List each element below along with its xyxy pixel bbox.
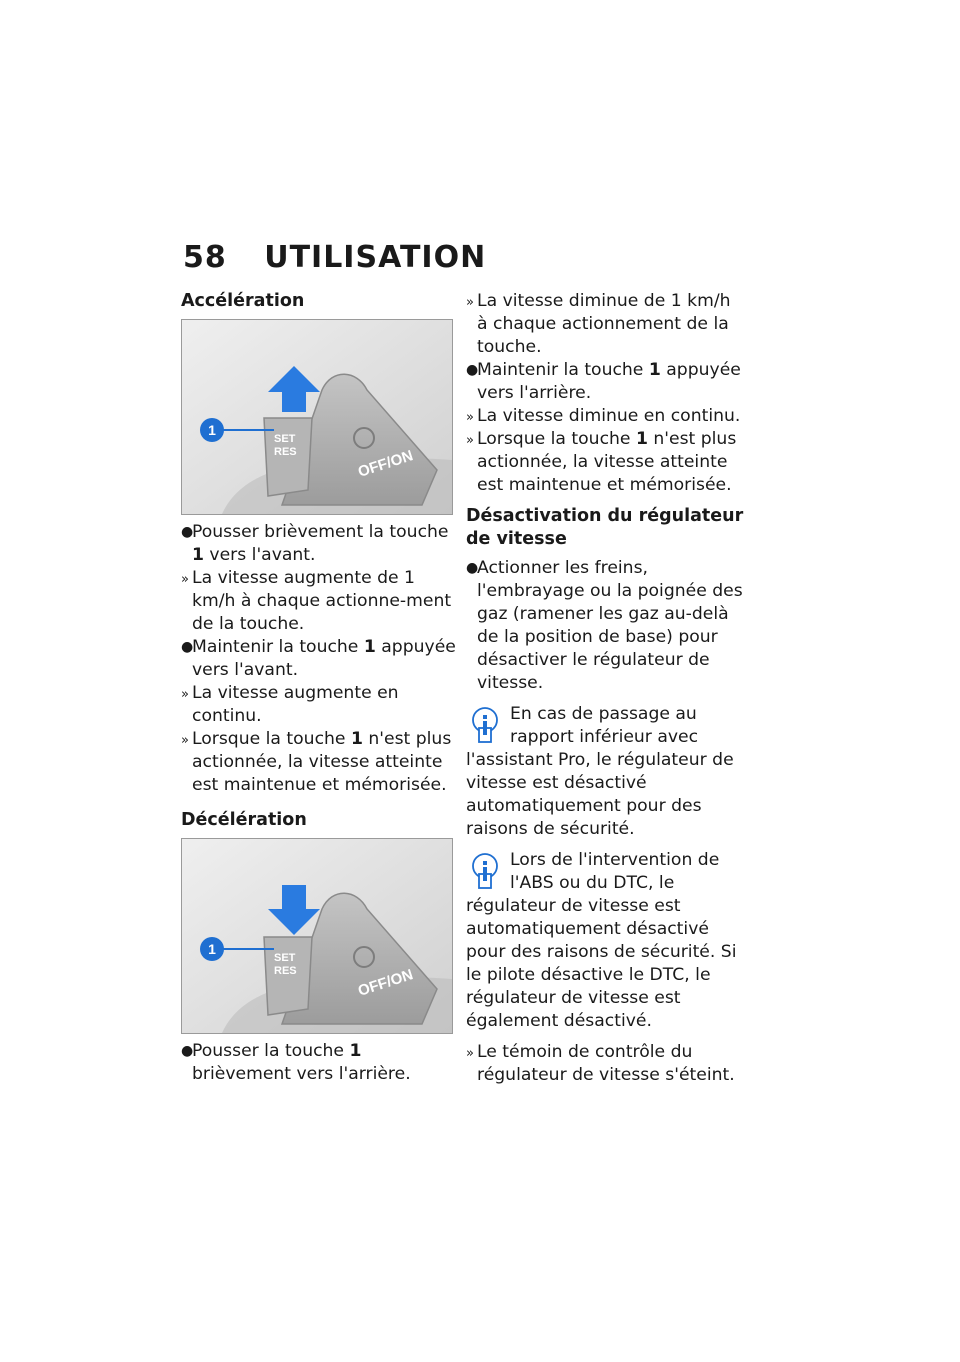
offon-button-label: OFF/ON [355, 447, 416, 481]
list-item: » Le témoin de contrôle du régulateur de vitesse s'éteint. [466, 1042, 735, 1085]
list-item: ● Maintenir la touche 1 appuyée vers l'avant. [181, 637, 456, 680]
accel-heading: Accélération [181, 291, 305, 311]
page-number: 58 [183, 240, 227, 275]
set-key-label: SET [274, 952, 296, 964]
list-item: ● Maintenir la touche 1 appuyée vers l'arrière. [466, 360, 741, 403]
res-key-label: RES [274, 965, 297, 977]
callout-1: 1 [208, 941, 216, 957]
list-item: » La vitesse augmente de 1 km/h à chaque actionne-ment de la touche. [181, 568, 452, 634]
deactivation-heading: Désactivation du régulateur de vitesse [466, 506, 744, 549]
decel-list [181, 1040, 456, 1086]
list-item: » La vitesse diminue en continu. [466, 406, 741, 426]
list-item: ● Pousser la touche 1 brièvement vers l'arrière. [181, 1041, 411, 1084]
list-item: ● Pousser brièvement la touche 1 vers l'avant. [181, 522, 449, 565]
set-key-label: SET [274, 433, 296, 445]
list-item: » Lorsque la touche 1 n'est plus actionnée, la vitesse atteinte est maintenue et mémorisée. [466, 429, 737, 495]
info-note-2: Lors de l'intervention de l'ABS ou du DTC, le régulateur de vitesse est automatiquement désactivé pour des raisons de sécurité. Si le pilote désactive le DTC, le régulateur de vitesse est également désactivé. [466, 850, 737, 1031]
decel-heading: Décélération [181, 810, 307, 830]
left-column [181, 290, 456, 1086]
info-icon [464, 705, 506, 747]
decel-continued-list [466, 290, 744, 497]
callout-1: 1 [208, 422, 216, 438]
accel-list [181, 521, 456, 797]
list-item: » La vitesse diminue de 1 km/h à chaque actionnement de la touche. [466, 291, 731, 357]
figure-acceleration [181, 319, 453, 515]
list-item: ● Actionner les freins, l'embrayage ou la poignée des gaz (ramener les gaz au-delà de la position de base) pour désactiver le régulateur de vitesse. [466, 558, 743, 693]
right-column [466, 290, 744, 1087]
list-item: » Lorsque la touche 1 n'est plus actionnée, la vitesse atteinte est maintenue et mémorisée. [181, 729, 452, 795]
list-item: » La vitesse augmente en continu. [181, 683, 399, 726]
section-title: UTILISATION [264, 240, 487, 275]
figure-deceleration [181, 838, 453, 1034]
info-note-1: En cas de passage au rapport inférieur avec l'assistant Pro, le régulateur de vitesse est désactivé automatiquement pour des raisons de sécurité. [466, 704, 734, 839]
page-header [183, 240, 486, 275]
res-key-label: RES [274, 446, 297, 458]
offon-button-label: OFF/ON [355, 966, 416, 1000]
info-icon [464, 851, 506, 893]
